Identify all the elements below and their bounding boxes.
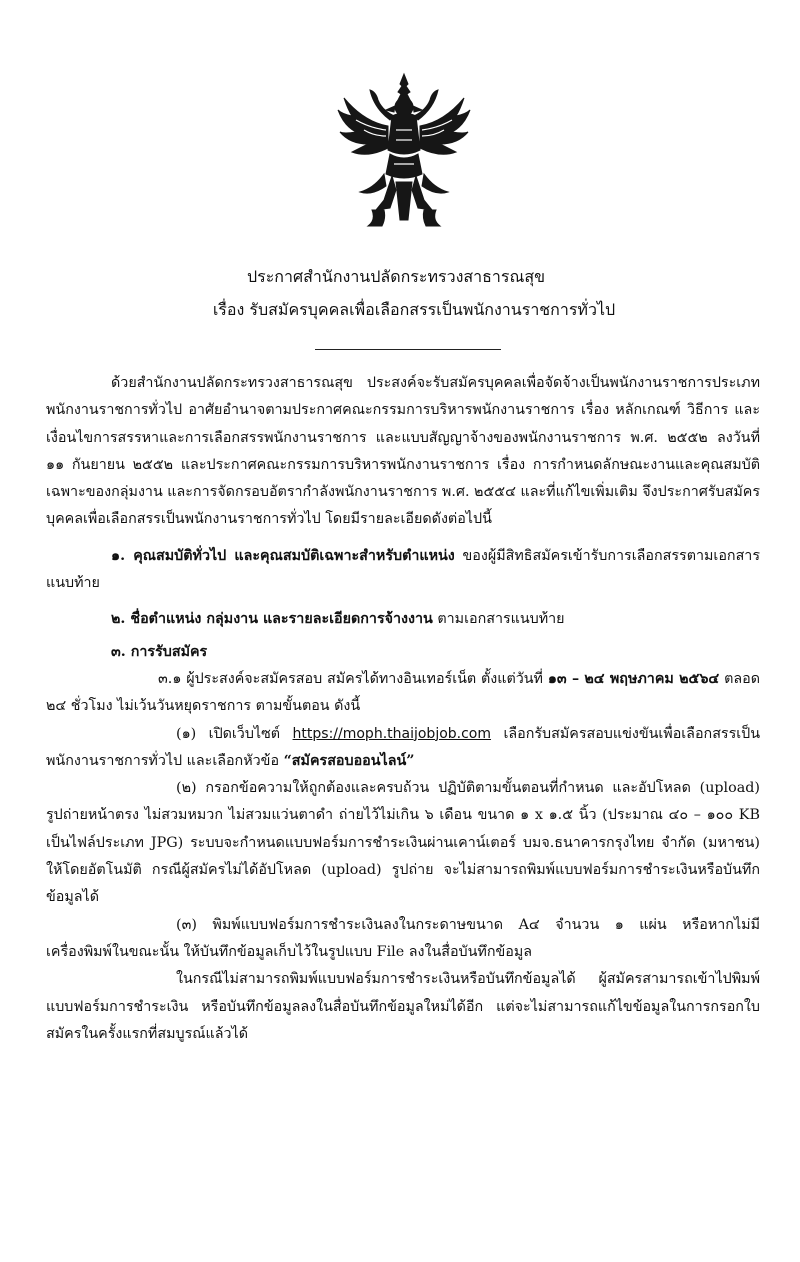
step-1 — [46, 721, 760, 776]
section-2 — [46, 606, 760, 633]
section-3-heading: ๓. การรับสมัคร — [111, 643, 208, 660]
step-1-text-mid: เลือกรับสมัครสอบแข่งขันเพื่อเลือกสรรเป็นพนักงานราชการทั่วไป และเลือกหัวข้อ — [46, 725, 761, 769]
section-2-heading: ๒. ชื่อตำแหน่ง กลุ่มงาน และรายละเอียดการจ้างงาน — [111, 611, 433, 628]
step-3: (๓) พิมพ์แบบฟอร์มการชำระเงินลงในกระดาษขนาด A๔ จำนวน ๑ แผ่น หรือหากไม่มีเครื่องพิมพ์ในขณะนั้น ให้บันทึกข้อมูลเก็บไว้ในรูปแบบ File ลงในสื่อบันทึกข้อมูล — [46, 916, 760, 960]
step-2: (๒) กรอกข้อความให้ถูกต้องและครบถ้วน ปฏิบัติตามขั้นตอนที่กำหนด และอัปโหลด (upload) รูปถ่ายหน้าตรง ไม่สวมหมวก ไม่สวมแว่นตาดำ ถ่ายไว้ไม่เกิน ๖ เดือน ขนาด ๑ x ๑.๕ นิ้ว (ประมาณ ๔๐ – ๑๐๐ KB เป็นไฟล์ประเภท JPG) ระบบจะกำหนดแบบฟอร์มการชำระเงินผ่านเคาน์เตอร์ บมจ.ธนาคารกรุงไทย จำกัด (มหาชน) ให้โดยอัตโนมัติ กรณีผู้สมัครไม่ได้อัปโหลด (upload) รูปถ่าย จะไม่สามารถพิมพ์แบบฟอร์มการชำระเงินหรือบันทึกข้อมูลได้ — [46, 780, 760, 906]
application-website-link[interactable]: https://moph.thaijobjob.com — [292, 725, 492, 742]
application-dates: ๑๓ – ๒๔ พฤษภาคม ๒๕๖๔ — [547, 670, 720, 687]
title-divider — [315, 349, 501, 350]
section-3-1 — [46, 666, 760, 721]
section-2-text: ตามเอกสารแนบท้าย — [432, 611, 565, 628]
intro-paragraph: ด้วยสำนักงานปลัดกระทรวงสาธารณสุข ประสงค์จะรับสมัครบุคคลเพื่อจัดจ้างเป็นพนักงานราชการประเภทพนักงานราชการทั่วไป อาศัยอำนาจตามประกาศคณะกรรมการบริหารพนักงานราชการ เรื่อง หลักเกณฑ์ วิธีการ และเงื่อนไขการสรรหาและการเลือกสรรพนักงานราชการ และแบบสัญญาจ้างของพนักงานราชการ พ.ศ. ๒๕๕๒ ลงวันที่ ๑๑ กันยายน ๒๕๕๒ และประกาศคณะกรรมการบริหารพนักงานราชการ เรื่อง การกำหนดลักษณะงานและคุณสมบัติเฉพาะของกลุ่มงาน และการจัดกรอบอัตรากำลังพนักงานราชการ พ.ศ. ๒๕๕๔ และที่แก้ไขเพิ่มเติม จึงประกาศรับสมัครบุคคลเพื่อเลือกสรรเป็นพนักงานราชการทั่วไป โดยมีรายละเอียดดังต่อไปนี้ — [46, 375, 760, 528]
announcement-subject: เรื่อง รับสมัครบุคคลเพื่อเลือกสรรเป็นพนักงานราชการทั่วไป — [212, 300, 616, 319]
section-3-1-text-end: ตลอด ๒๔ ชั่วโมง ไม่เว้นวันหยุดราชการ ตามขั้นตอน ดังนี้ — [46, 670, 760, 715]
announcement-title: ประกาศสำนักงานปลัดกระทรวงสาธารณสุข — [246, 267, 546, 286]
section-1 — [46, 543, 760, 598]
section-1-text: ของผู้มีสิทธิสมัครเข้ารับการเลือกสรรตามเอกสารแนบท้าย — [46, 547, 760, 592]
garuda-emblem-icon — [334, 70, 474, 230]
announcement-body — [46, 370, 760, 1048]
online-application-topic: “สมัครสอบออนไลน์” — [283, 752, 415, 769]
payment-note: ในกรณีไม่สามารถพิมพ์แบบฟอร์มการชำระเงินหรือบันทึกข้อมูลได้ ผู้สมัครสามารถเข้าไปพิมพ์แบบฟอร์มการชำระเงิน หรือบันทึกข้อมูลลงในสื่อบันทึกข้อมูลใหม่ได้อีก แต่จะไม่สามารถแก้ไขข้อมูลในการกรอกใบสมัครในครั้งแรกที่สมบูรณ์แล้วได้ — [46, 971, 760, 1042]
section-3-1-text: ๓.๑ ผู้ประสงค์จะสมัครสอบ สมัครได้ทางอินเทอร์เน็ต ตั้งแต่วันที่ — [158, 670, 548, 687]
step-1-text: (๑) เปิดเว็บไซต์ — [176, 725, 293, 742]
section-1-heading: ๑. คุณสมบัติทั่วไป และคุณสมบัติเฉพาะสำหรับตำแหน่ง — [111, 547, 455, 564]
